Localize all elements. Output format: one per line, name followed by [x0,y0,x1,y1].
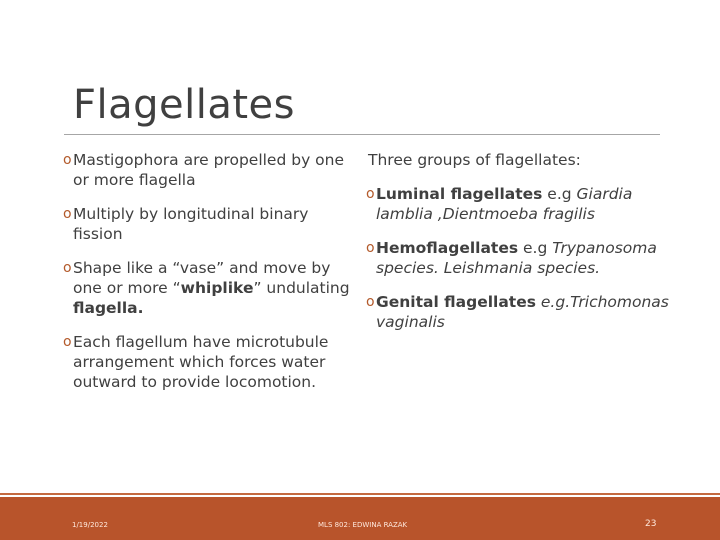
bullet-text: ” undulating [253,279,350,297]
bullet-text: Multiply by longitudinal binary fission [73,205,309,243]
bullet-marker: o [366,240,375,256]
bullet-item [65,258,355,318]
bullet-text: flagella. [73,299,144,317]
bullet-text: Genital flagellates [376,293,536,311]
bullet-text: Trypanosoma species. Leishmania species. [376,239,657,277]
title-divider [64,134,660,135]
bullet-item [65,150,355,190]
bullet-marker: o [366,186,375,202]
footer-bar [0,497,720,540]
slide-title: Flagellates [73,82,296,128]
bullet-text: e.g [518,239,553,257]
footer-accent-line [0,493,720,495]
bullet-marker: o [63,260,72,276]
bullet-item [65,332,355,392]
bullet-text: Each flagellum have microtubule arrangement which forces water outward to provide locomotion. [73,333,329,391]
bullet-text: e.g [542,185,577,203]
bullet-text: e.g.Trichomonas vaginalis [376,293,669,331]
bullet-item [368,238,688,278]
footer-course: MLS 802: EDWINA RAZAK [318,521,408,529]
bullet-text: Giardia lamblia ,Dientmoeba fragilis [376,185,633,223]
bullet-marker: o [63,206,72,222]
groups-heading: Three groups of flagellates: [368,151,581,169]
bullet-item [368,184,688,224]
bullet-text: Luminal flagellates [376,185,543,203]
bullet-marker: o [63,334,72,350]
bullet-text: Mastigophora are propelled by one or more flagella [73,151,345,189]
page-number: 23 [645,519,657,529]
right-column [368,150,688,346]
bullet-item [65,204,355,244]
bullet-text: Hemoflagellates [376,239,519,257]
bullet-text: whiplike [180,279,254,297]
bullet-text: Shape like a “vase” and move by one or more “ [73,259,331,297]
groups-list [368,184,688,332]
bullet-marker: o [63,152,72,168]
footer-date: 1/19/2022 [72,521,108,529]
bullet-marker: o [366,294,375,310]
bullet-item [368,292,688,332]
left-column [65,150,355,406]
